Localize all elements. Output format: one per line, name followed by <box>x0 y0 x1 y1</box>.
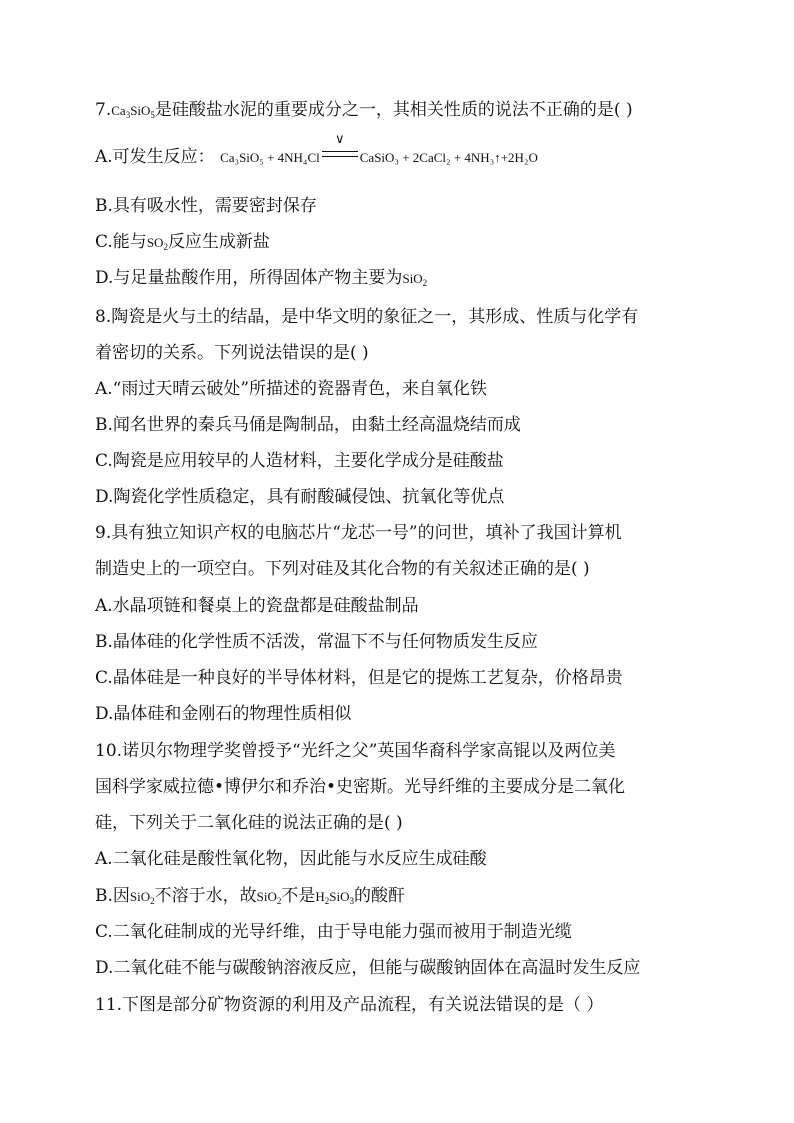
q9-stem-line2: 制造史上的一项空白。下列对硅及其化合物的有关叙述正确的是( ) <box>95 559 590 579</box>
q8-stem-line1: 8.陶瓷是火与土的结晶，是中华文明的象征之一，其形成、性质与化学有 <box>95 307 639 327</box>
reaction-arrow <box>322 131 358 162</box>
q9-option-a: A.水晶项链和餐桌上的瓷盘都是硅酸盐制品 <box>95 596 419 616</box>
q10-option-c: C.二氧化硅制成的光导纤维，由于导电能力强而被用于制造光缆 <box>95 922 572 942</box>
q8-option-a: A.“雨过天晴云破处”所描述的瓷器青色，来自氧化铁 <box>95 379 488 399</box>
q10-stem-line3: 硅，下列关于二氧化硅的说法正确的是( ) <box>95 813 403 833</box>
q8-option-c: C.陶瓷是应用较早的人造材料，主要化学成分是硅酸盐 <box>95 451 504 471</box>
heat-condition-mark: ∨ <box>335 131 345 146</box>
q10-stem-line2: 国科学家威拉德•博伊尔和乔治•史密斯。光导纤维的主要成分是二氧化 <box>95 777 626 797</box>
q8-stem-line2: 着密切的关系。下列说法错误的是( ) <box>95 343 369 363</box>
q7-option-a: A.可发生反应： Ca₃SiO₅ + 4NH₄Cl ∨ CaSiO₃ + 2CaCl₂ + 4NH₃↑+2H₂O <box>95 131 538 167</box>
q7-formula: $Ca_3SiO_5$ <box>111 103 155 120</box>
q7-option-d: D.与足量盐酸作用，所得固体产物主要为SiO$_2$ <box>95 268 428 288</box>
q11-stem: 11.下图是部分矿物资源的利用及产品流程，有关说法错误的是（ ） <box>95 995 604 1015</box>
q9-option-b: B.晶体硅的化学性质不活泼，常温下不与任何物质发生反应 <box>95 632 538 652</box>
q10-stem-line1: 10.诺贝尔物理学奖曾授予“光纤之父”英国华裔科学家高锟以及两位美 <box>95 741 616 761</box>
q8-option-b: B.闻名世界的秦兵马俑是陶制品，由黏土经高温烧结而成 <box>95 415 521 435</box>
q8-option-d: D.陶瓷化学性质稳定，具有耐酸碱侵蚀、抗氧化等优点 <box>95 487 505 507</box>
q10-option-a: A.二氧化硅是酸性氧化物，因此能与水反应生成硅酸 <box>95 849 487 869</box>
q7-stem-text: 是硅酸盐水泥的重要成分之一，其相关性质的说法不正确的是( ) <box>154 100 633 120</box>
q9-stem-line1: 9.具有独立知识产权的电脑芯片“龙芯一号”的问世，填补了我国计算机 <box>95 523 622 543</box>
q7-option-c: C.能与$SO_2$反应生成新盐 <box>95 232 270 252</box>
q10-option-d: D.二氧化硅不能与碳酸钠溶液反应，但能与碳酸钠固体在高温时发生反应 <box>95 958 641 978</box>
q7-number: 7. <box>95 100 112 120</box>
q9-option-c: C.晶体硅是一种良好的半导体材料，但是它的提炼工艺复杂，价格昂贵 <box>95 668 623 688</box>
q7-stem <box>95 98 734 123</box>
q7-option-b: B.具有吸水性，需要密封保存 <box>95 196 317 216</box>
q10-option-b: B.因SiO$_2$不溶于水，故SiO$_2$不是$H_2SiO_3$的酸酐 <box>95 886 405 906</box>
q7-equation: Ca₃SiO₅ + 4NH₄Cl ∨ CaSiO₃ + 2CaCl₂ + 4NH₃↑+2H₂O <box>220 131 538 165</box>
q9-option-d: D.晶体硅和金刚石的物理性质相似 <box>95 704 352 724</box>
